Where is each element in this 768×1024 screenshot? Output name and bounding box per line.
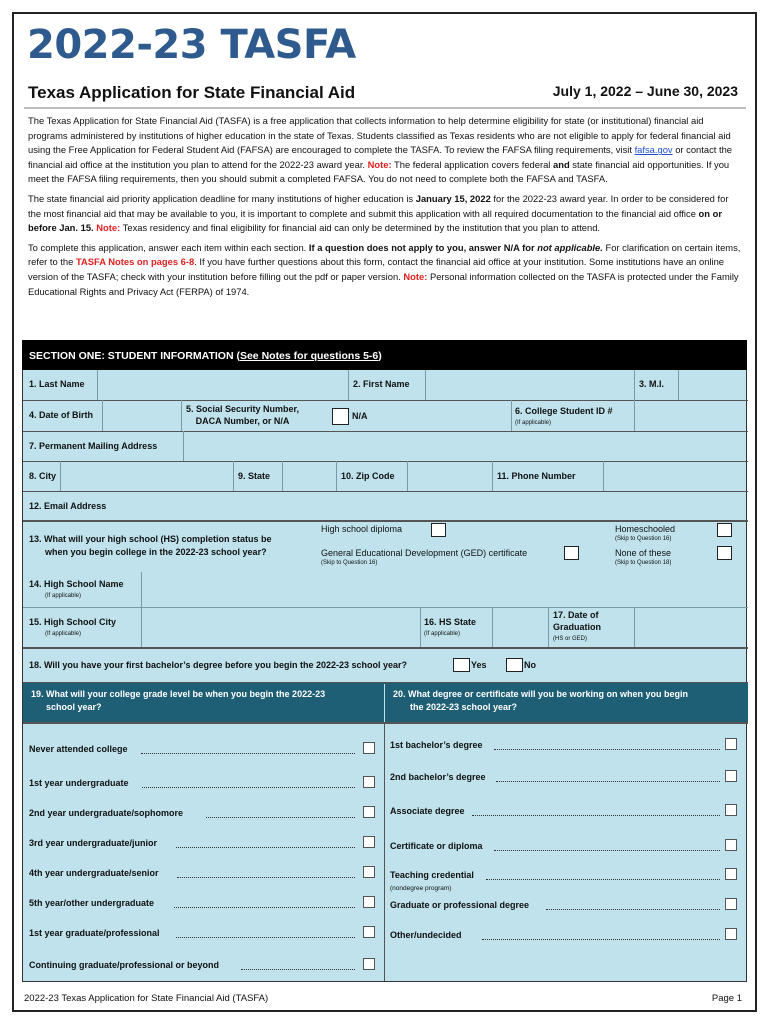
leader-dots — [206, 817, 355, 818]
q19-option-checkbox[interactable] — [363, 742, 375, 754]
cell-divider — [348, 370, 349, 400]
leader-dots — [486, 879, 720, 880]
last-name-input[interactable] — [98, 371, 348, 399]
degree-question: 20. What degree or certificate will you be working on when you begin the 2022-23 school year? — [385, 683, 748, 722]
hs-city-input[interactable] — [142, 608, 420, 646]
graduation-date-input[interactable] — [635, 608, 746, 646]
none-of-these-label: None of these — [615, 548, 672, 558]
last-name-label: 1. Last Name — [29, 379, 85, 389]
cell-divider — [181, 400, 182, 431]
q20-option-checkbox[interactable] — [725, 868, 737, 880]
no-label: No — [524, 660, 536, 670]
q20-option-label: 1st bachelor’s degree — [390, 740, 483, 750]
state-label: 9. State — [238, 471, 271, 481]
intro-text — [28, 114, 744, 304]
leader-dots — [482, 939, 720, 940]
leader-dots — [496, 781, 720, 782]
header-divider — [24, 107, 746, 109]
q20-option-checkbox[interactable] — [725, 738, 737, 750]
ssn-na-checkbox[interactable] — [332, 408, 349, 425]
first-bachelors-question: 18. Will you have your first bachelor’s degree before you begin the 2022-23 school year? — [29, 660, 408, 670]
date-of-birth-input[interactable] — [103, 401, 181, 430]
middle-initial-input[interactable] — [679, 371, 747, 399]
ged-skip-note: (Skip to Question 16) — [321, 560, 378, 566]
hs-state-label: 16. HS State (If applicable) — [424, 617, 477, 637]
q20-option-checkbox[interactable] — [725, 770, 737, 782]
homeschooled-label: Homeschooled — [615, 524, 676, 534]
grade-level-question: 19. What will your college grade level be when you begin the 2022-23 school year? — [23, 683, 384, 722]
ged-label: General Educational Development (GED) certificate — [321, 548, 528, 558]
cell-divider — [548, 607, 549, 647]
q19-option-label: 1st year graduate/professional — [29, 928, 160, 938]
q19-option-checkbox[interactable] — [363, 866, 375, 878]
notes-link[interactable]: See Notes for questions 5-6 — [239, 350, 379, 362]
page-title: 2022-23 TASFA — [27, 22, 356, 68]
form-subtitle: Texas Application for State Financial Aid — [28, 83, 356, 102]
homeschooled-checkbox[interactable] — [717, 523, 732, 537]
phone-number-label: 11. Phone Number — [497, 471, 576, 481]
cell-divider — [420, 607, 421, 647]
hs-name-input[interactable] — [142, 573, 746, 606]
page-number: Page 1 — [711, 993, 742, 1004]
q19-option-checkbox[interactable] — [363, 958, 375, 970]
q20-option-checkbox[interactable] — [725, 804, 737, 816]
q20-option-label: Other/undecided — [390, 930, 462, 940]
hs-status-question: 13. What will your high school (HS) completion status be when you begin college in the 2022-23 school year? — [29, 534, 272, 557]
q19-option-checkbox[interactable] — [363, 896, 375, 908]
teaching-credential-note: (nondegree program) — [390, 885, 452, 892]
college-student-id-input[interactable] — [635, 401, 747, 430]
cell-divider — [336, 461, 337, 491]
q19-option-checkbox[interactable] — [363, 776, 375, 788]
date-of-birth-label: 4. Date of Birth — [29, 410, 94, 420]
q19-option-checkbox[interactable] — [363, 806, 375, 818]
first-name-input[interactable] — [426, 371, 634, 399]
q20-option-label: Certificate or diploma — [390, 841, 483, 851]
middle-initial-label: 3. M.I. — [639, 379, 665, 389]
q20-option-label: Associate degree — [390, 806, 465, 816]
leader-dots — [142, 787, 355, 788]
ssn-input[interactable] — [373, 401, 511, 430]
yes-label: Yes — [471, 660, 487, 670]
footer-form-title: 2022-23 Texas Application for State Financial Aid (TASFA) — [24, 993, 269, 1004]
bachelors-yes-checkbox[interactable] — [453, 658, 470, 672]
leader-dots — [546, 909, 720, 910]
leader-dots — [494, 850, 720, 851]
none-skip-note: (Skip to Question 18) — [615, 560, 672, 566]
cell-divider — [634, 370, 635, 400]
leader-dots — [241, 969, 355, 970]
leader-dots — [494, 749, 720, 750]
row-divider — [23, 647, 748, 649]
bachelors-no-checkbox[interactable] — [506, 658, 523, 672]
cell-divider — [511, 400, 512, 431]
none-of-these-checkbox[interactable] — [717, 546, 732, 560]
hs-city-label: 15. High School City (If applicable) — [29, 617, 117, 637]
column-divider — [384, 722, 385, 981]
city-input[interactable] — [61, 462, 233, 490]
leader-dots — [176, 937, 355, 938]
email-label: 12. Email Address — [29, 501, 107, 511]
cell-divider — [233, 461, 234, 491]
leader-dots — [176, 847, 355, 848]
section-one-header: SECTION ONE: STUDENT INFORMATION (See Notes for questions 5-6) — [22, 340, 747, 370]
intro-paragraph-1: The Texas Application for State Financial Aid (TASFA) is a free application that collects information to help determine eligibility for state (or institutional) financial aid programs administered by institutions of higher education in the state of Texas. Students classified as Texas residents who are not eligible to apply for federal financial aid using the Free Application for Federal Student Aid (FAFSA) are encouraged to complete the TASFA. To review the FAFSA filing requirements, visit fafsa.gov or contact the financial aid office at the institution you plan to attend for the 2022-23 award year. Note: The federal application covers federal and state financial aid opportunities. If you meet the FAFSA filing requirements, then you should submit a completed FAFSA. You do not need to complete both the FAFSA and TASFA. — [28, 115, 733, 185]
intro-paragraph-3: To complete this application, answer each item within each section. If a question does not apply to you, answer N/A for not applicable. For clarification on certain items, refer to the TASFA Notes on pages 6-8. If you have further questions about this form, contact the financial aid office at your institution. Some institutions have an online version of the TASFA; check with your institution before filling out the pdf or paper version. Note: Personal information collected on the TASFA is protected under the Family Educational Rights and Privacy Act (FERPA) of 1974. — [28, 241, 741, 297]
leader-dots — [472, 815, 720, 816]
q19-option-label: 3rd year undergraduate/junior — [29, 838, 158, 848]
row-divider — [23, 722, 748, 724]
mailing-address-label: 7. Permanent Mailing Address — [29, 441, 158, 451]
q19-option-label: Continuing graduate/professional or beyond — [29, 960, 220, 970]
hs-diploma-checkbox[interactable] — [431, 523, 446, 537]
college-student-id-label: 6. College Student ID # (If applicable) — [515, 406, 613, 426]
hs-name-label: 14. High School Name (If applicable) — [29, 579, 124, 599]
email-input[interactable] — [123, 492, 746, 519]
state-input[interactable] — [283, 462, 336, 490]
tasfa-notes-reference: TASFA Notes on pages 6-8 — [75, 256, 195, 268]
leader-dots — [174, 907, 355, 908]
mailing-address-input[interactable] — [184, 432, 746, 460]
ged-checkbox[interactable] — [564, 546, 579, 560]
q20-option-label: Teaching credential — [390, 870, 474, 880]
award-year-dates: July 1, 2022 – June 30, 2023 — [552, 83, 738, 99]
q19-option-checkbox[interactable] — [363, 836, 375, 848]
city-label: 8. City — [29, 471, 57, 481]
q19-option-label: 5th year/other undergraduate — [29, 898, 155, 908]
hs-state-input[interactable] — [493, 608, 548, 646]
graduation-date-label: 17. Date of Graduation (HS or GED) — [553, 610, 602, 642]
homeschooled-skip-note: (Skip to Question 16) — [615, 536, 672, 542]
phone-number-input[interactable] — [604, 462, 746, 490]
q19-option-label: 2nd year undergraduate/sophomore — [29, 808, 184, 818]
student-information-form — [22, 370, 747, 982]
intro-paragraph-2: The state financial aid priority application deadline for many institutions of higher education is January 15, 2022 for the 2022-23 award year. In order to be considered for the most financial aid that may be available to you, it is important to complete and submit this application with all required documentation to the financial aid office on or before Jan. 15. Note: Texas residency and final eligibility for financial aid can only be determined by the institution that you plan to attend. — [28, 192, 729, 234]
row-divider — [23, 520, 748, 522]
q20-option-label: Graduate or professional degree — [390, 900, 530, 910]
fafsa-link[interactable]: fafsa.gov — [634, 144, 673, 156]
q20-option-checkbox[interactable] — [725, 928, 737, 940]
q20-option-label: 2nd bachelor’s degree — [390, 772, 486, 782]
q19-option-label: 4th year undergraduate/senior — [29, 868, 159, 878]
hs-diploma-label: High school diploma — [321, 524, 403, 534]
ssn-label: 5. Social Security Number, DACA Number, or N/A — [186, 404, 300, 426]
q20-option-checkbox[interactable] — [725, 839, 737, 851]
q20-option-checkbox[interactable] — [725, 898, 737, 910]
q19-option-label: Never attended college — [29, 744, 128, 754]
q19-option-checkbox[interactable] — [363, 926, 375, 938]
zip-code-label: 10. Zip Code — [341, 471, 395, 481]
ssn-na-label: N/A — [352, 411, 368, 421]
zip-code-input[interactable] — [408, 462, 492, 490]
leader-dots — [177, 877, 355, 878]
first-name-label: 2. First Name — [353, 379, 410, 389]
leader-dots — [141, 753, 355, 754]
cell-divider — [492, 461, 493, 491]
q19-option-label: 1st year undergraduate — [29, 778, 129, 788]
